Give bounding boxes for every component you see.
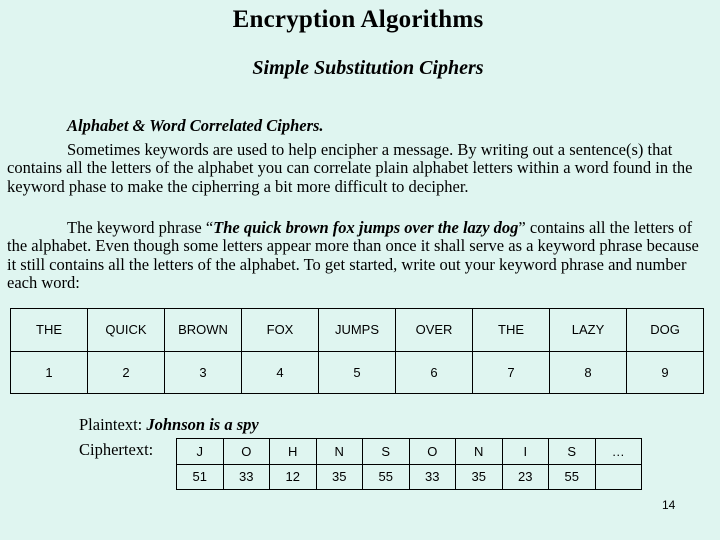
code-cell: 51 (177, 464, 224, 490)
code-cell: 55 (549, 464, 596, 490)
keyword-cell: FOX (242, 309, 319, 352)
letter-cell: N (316, 439, 363, 465)
code-cell (595, 464, 642, 490)
number-cell: 2 (88, 351, 165, 394)
page-title: Encryption Algorithms (232, 6, 484, 33)
keyword-cell: DOG (627, 309, 704, 352)
keyword-cell: BROWN (165, 309, 242, 352)
letter-cell: S (363, 439, 410, 465)
plaintext-label: Plaintext: (79, 415, 147, 434)
ciphertext-table (176, 438, 642, 490)
number-cell: 7 (473, 351, 550, 394)
code-row (177, 464, 642, 490)
plaintext-value: Johnson is a spy (146, 415, 259, 434)
number-cell: 8 (550, 351, 627, 394)
keyword-cell: LAZY (550, 309, 627, 352)
letter-cell: O (409, 439, 456, 465)
number-cell: 9 (627, 351, 704, 394)
code-cell: 35 (456, 464, 503, 490)
keyword-cell: THE (11, 309, 88, 352)
number-cell: 5 (319, 351, 396, 394)
page-subtitle: Simple Substitution Ciphers (252, 57, 484, 79)
ciphertext-label: Ciphertext: (79, 440, 154, 459)
number-cell: 4 (242, 351, 319, 394)
letter-cell: J (177, 439, 224, 465)
section-heading: Alphabet & Word Correlated Ciphers. (67, 116, 324, 135)
paragraph-text-after: ” contains all the letters of the alphabet. Even though some letters appear more than once it shall serve as a keyword phrase because it still contains all the letters of the alphabet. To get started, write out your keyword phrase and number each word: (7, 218, 699, 292)
code-cell: 23 (502, 464, 549, 490)
code-cell: 33 (223, 464, 270, 490)
letter-cell: I (502, 439, 549, 465)
plaintext-line (79, 415, 259, 435)
keyword-cell: JUMPS (319, 309, 396, 352)
letter-cell: N (456, 439, 503, 465)
number-cell: 6 (396, 351, 473, 394)
letter-cell: S (549, 439, 596, 465)
keyword-row (11, 309, 704, 352)
code-cell: 12 (270, 464, 317, 490)
number-cell: 1 (11, 351, 88, 394)
number-cell: 3 (165, 351, 242, 394)
keyword-cell: THE (473, 309, 550, 352)
code-cell: 33 (409, 464, 456, 490)
keyword-cell: OVER (396, 309, 473, 352)
keyword-cell: QUICK (88, 309, 165, 352)
code-cell: 35 (316, 464, 363, 490)
letter-row (177, 439, 642, 465)
keyword-phrase: The quick brown fox jumps over the lazy dog (213, 218, 519, 237)
keyword-table (10, 308, 704, 394)
paragraph-text-before: The keyword phrase “ (67, 218, 214, 237)
code-cell: 55 (363, 464, 410, 490)
paragraph-keywords: Sometimes keywords are used to help encipher a message. By writing out a sentence(s) that contains all the letters of the alphabet you can correlate plain alphabet letters within a word found in the keyword phase to make the cipherring a bit more difficult to decipher. (7, 140, 693, 196)
number-row (11, 351, 704, 394)
letter-cell: … (595, 439, 642, 465)
page-number: 14 (662, 498, 676, 512)
letter-cell: H (270, 439, 317, 465)
letter-cell: O (223, 439, 270, 465)
paragraph-keyword-phrase (7, 219, 707, 292)
